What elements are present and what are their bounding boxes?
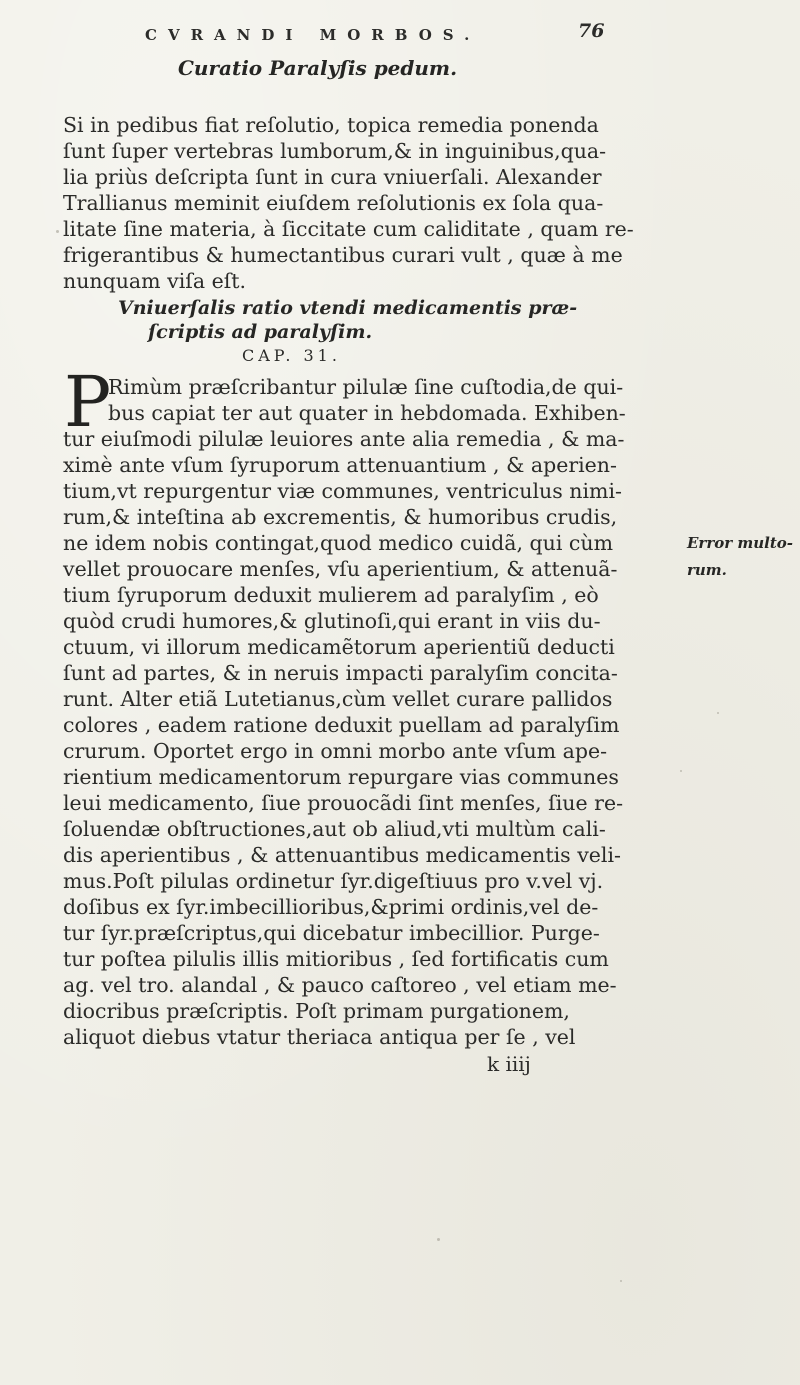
text-line: colores , eadem ratione deduxit puellam ad paralyſim xyxy=(63,713,620,737)
text-line: ne idem nobis contingat,quod medico cuidã, qui cùm xyxy=(63,531,614,555)
text-line: crurum. Oportet ergo in omni morbo ante vſum ape- xyxy=(63,739,608,763)
text-line: ſunt ſuper vertebras lumborum,& in inguinibus,qua- xyxy=(63,139,607,163)
text-line: leui medicamento, ſiue prouocãdi ſint menſes, ſiue re- xyxy=(63,791,624,815)
text-line: ag. vel tro. alandal , & pauco caſtoreo , vel etiam me- xyxy=(63,973,617,997)
text-line: ſoluendæ obſtructiones,aut ob aliud,vti multùm cali- xyxy=(63,817,606,841)
text-line: Si in pedibus fiat reſolutio, topica remedia ponenda xyxy=(63,113,599,137)
text-line: tur poſtea pilulis illis mitioribus , ſed fortificatis cum xyxy=(63,947,609,971)
drop-cap: P xyxy=(64,361,112,443)
chapter-label: CAP. 31. xyxy=(242,346,341,365)
text-line: rum,& inteſtina ab excrementis, & humoribus crudis, xyxy=(63,505,618,529)
paper-speck xyxy=(680,770,682,772)
marginal-note-line: rum. xyxy=(687,561,727,579)
text-line: tur eiuſmodi pilulæ leuiores ante alia remedia , & ma- xyxy=(63,427,625,451)
text-line: doſibus ex ſyr.imbecillioribus,&primi ordinis,vel de- xyxy=(63,895,599,919)
text-line: frigerantibus & humectantibus curari vult , quæ à me xyxy=(63,243,623,267)
text-line: dis aperientibus , & attenuantibus medicamentis veli- xyxy=(63,843,621,867)
text-line: rientium medicamentorum repurgare vias communes xyxy=(63,765,619,789)
paper-speck xyxy=(437,1238,440,1241)
chapter-title-line-1: Vniuerſalis ratio vtendi medicamentis præ- xyxy=(118,297,578,319)
running-head: CVRANDI MORBOS. xyxy=(145,26,481,44)
text-line: Trallianus meminit eiuſdem reſolutionis ex ſola qua- xyxy=(63,191,604,215)
text-line: vellet prouocare menſes, vſu aperientium, & attenuã- xyxy=(63,557,618,581)
paper-speck xyxy=(620,1280,622,1282)
text-line: bus capiat ter aut quater in hebdomada. Exhiben- xyxy=(108,401,626,425)
text-line: tur ſyr.præſcriptus,qui dicebatur imbecillior. Purge- xyxy=(63,921,600,945)
text-line: tium ſyruporum deduxit mulierem ad paralyſim , eò xyxy=(63,583,599,607)
signature-mark: k iiij xyxy=(487,1052,531,1076)
text-line: aliquot diebus vtatur theriaca antiqua per ſe , vel xyxy=(63,1025,576,1049)
marginal-note xyxy=(687,530,793,584)
paper-speck xyxy=(56,230,59,233)
text-line: tium,vt repurgentur viæ communes, ventriculus nimi- xyxy=(63,479,622,503)
text-line: Rimùm præſcribantur pilulæ ſine cuſtodia,de qui- xyxy=(108,375,624,399)
page-number: 76 xyxy=(578,20,605,42)
paper-speck xyxy=(717,712,719,714)
chapter-title-line-2: ſcriptis ad paralyſim. xyxy=(148,321,373,343)
text-line: litate ſine materia, à ſiccitate cum caliditate , quam re- xyxy=(63,217,634,241)
text-line: diocribus præſcriptis. Poſt primam purgationem, xyxy=(63,999,570,1023)
text-line: ximè ante vſum ſyruporum attenuantium , & aperien- xyxy=(63,453,617,477)
text-line: ſunt ad partes, & in neruis impacti paralyſim concita- xyxy=(63,661,618,685)
text-line: runt. Alter etiã Lutetianus,cùm vellet curare pallidos xyxy=(63,687,613,711)
marginal-note-line: Error multo- xyxy=(687,534,794,552)
text-line: ctuum, vi illorum medicamẽtorum aperientiũ deducti xyxy=(63,635,615,659)
text-line: quòd crudi humores,& glutinoſi,qui erant in viis du- xyxy=(63,609,601,633)
text-line: nunquam viſa eſt. xyxy=(63,269,247,293)
text-line: lia priùs deſcripta ſunt in cura vniuerſali. Alexander xyxy=(63,165,602,189)
section-title: Curatio Paralyſis pedum. xyxy=(178,56,458,80)
text-line: mus.Poſt pilulas ordinetur ſyr.digeſtiuus pro v.vel vj. xyxy=(63,869,604,893)
